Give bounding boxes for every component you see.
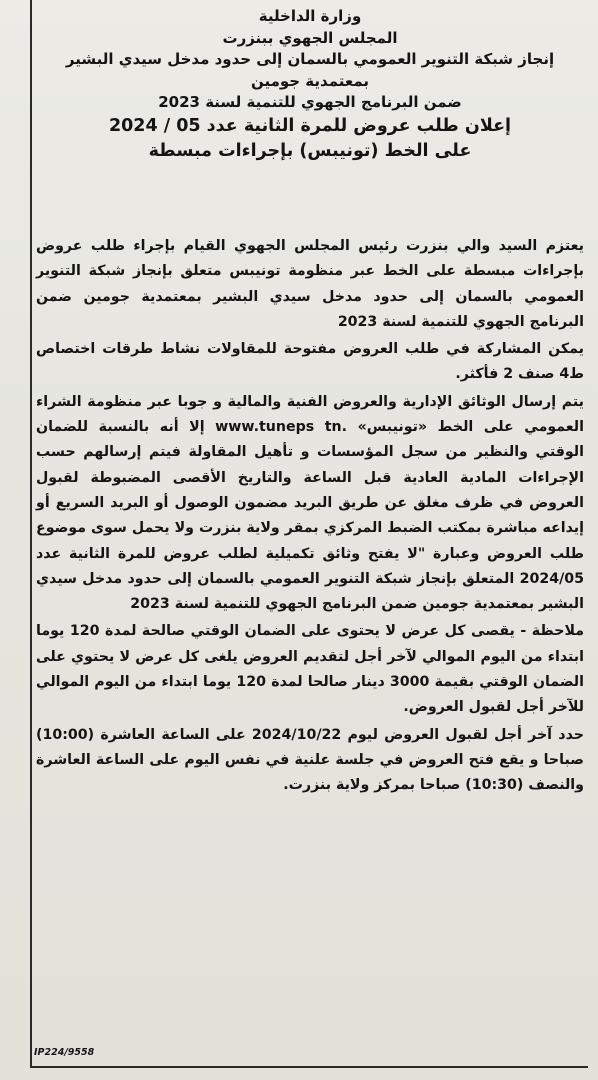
paragraph-eligibility: يمكن المشاركة في طلب العروض مفتوحة للمقاولات نشاط طرقات اختصاص ط4 صنف 2 فأكثر.	[36, 341, 584, 383]
paragraph-intro: يعتزم السيد والي بنزرت رئيس المجلس الجهوي القيام بإجراء طلب عروض بإجراءات مبسطة على الخط عبر منظومة تونيبس متعلق بإنجاز شبكة التنوير العمومي بالسمان إلى حدود مدخل سيدي البشير بمعتمدية جومين ضمن البرنامج الجهوي للتنمية لسنة 2023	[36, 238, 584, 330]
announcement-title-line1: إعلان طلب عروض للمرة الثانية عدد 05 / 2024	[108, 115, 512, 136]
project-title-line2: بمعتمدية جومين	[250, 71, 370, 90]
reference-number: IP224/9558	[34, 1047, 95, 1058]
paragraph-submission: يتم إرسال الوثائق الإدارية والعروض الفنية والمالية و جوبا عبر منظومة الشراء العمومي على الخط «تونيبس» .www.tuneps tn إلا أنه بالنسبة للضمان الوقتي والنظير من سجل المؤسسات و تأهيل المقاولة فيتم إرسالهم حسب الإجراءات المادية العادية قبل الساعة والتاريخ الأقصى المضبوطة لقبول العروض في ظرف مغلق عن طريق البريد مضمون الوصول أو البريد السريع أو إيداعه مباشرة بمكتب الضبط المركزي بمقر ولاية بنزرت ولا يحمل سوى موضوع طلب العروض وعبارة "لا يفتح وثائق تكميلية لطلب عروض للمرة الثانية عدد 2024/05 المتعلق بإنجاز شبكة التنوير العمومي بالسمان إلى حدود مدخل سيدي البشير بمعتمدية جومين ضمن البرنامج الجهوي للتنمية لسنة 2023	[36, 393, 584, 613]
paragraph-note: ملاحظة - يقصى كل عرض لا يحتوى على الضمان الوقتي صالحة لمدة 120 يوما ابتداء من اليوم الموالي لآخر أجل لتقديم العروض يلغى كل عرض لا يحتوي على الضمان الوقتي بقيمة 3000 دينار صالحا لمدة 120 يوما ابتداء من اليوم الموالي للآخر أجل لقبول العروض.	[36, 623, 585, 716]
announcement-title-line2: على الخط (تونيبس) بإجراءات مبسطة	[148, 140, 472, 161]
council-title: المجلس الجهوي ببنزرت	[222, 28, 398, 47]
paragraph-deadline: حدد آخر أجل لقبول العروض ليوم 2024/10/22 على الساعة العاشرة (10:00) صباحا و يقع فتح العروض في جلسة علنية في نفس اليوم على الساعة العاشرة والنصف (10:30) صباحا بمركز ولاية بنزرت.	[36, 726, 584, 794]
notice-body	[36, 234, 584, 801]
ministry-title: وزارة الداخلية	[258, 7, 362, 25]
program-title: ضمن البرنامج الجهوي للتنمية لسنة 2023	[158, 93, 462, 111]
project-title-line1: إنجاز شبكة التنوير العمومي بالسمان إلى حدود مدخل سيدي البشير	[65, 50, 555, 68]
notice-header	[34, 6, 586, 164]
